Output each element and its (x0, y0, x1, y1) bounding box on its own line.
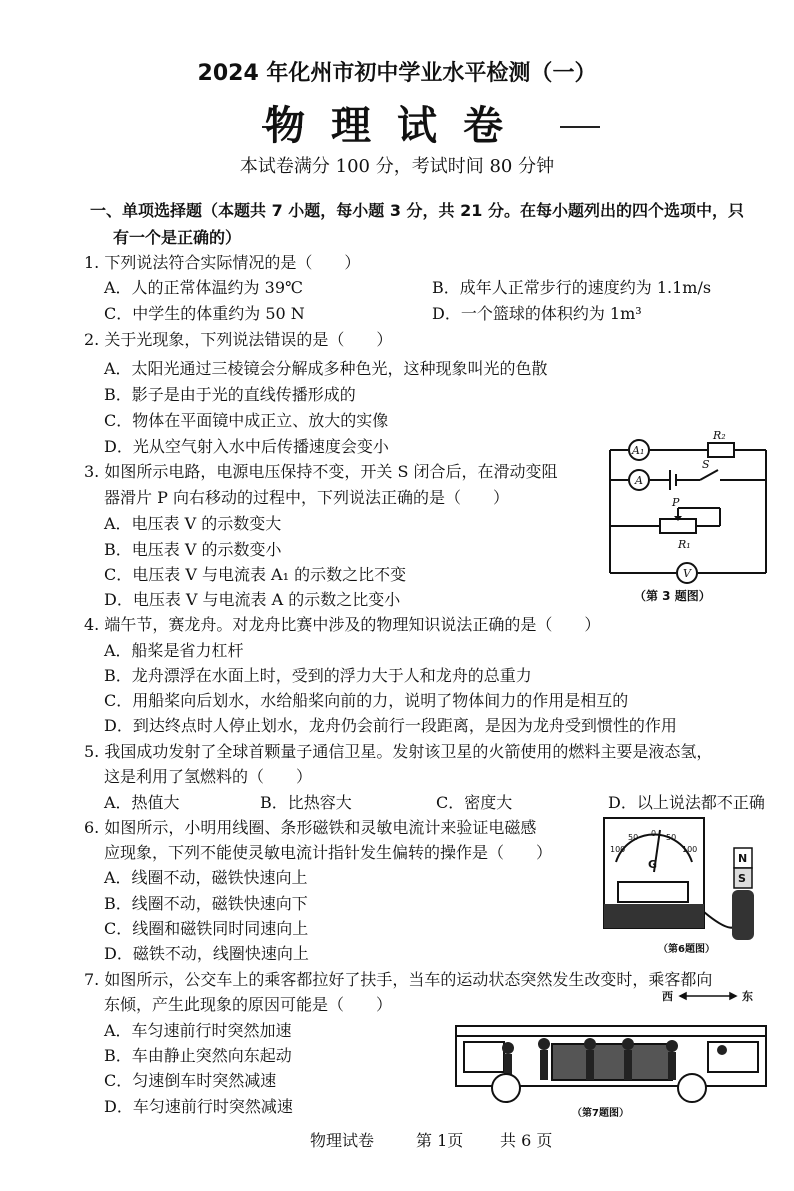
direction-west-label: 西 (662, 990, 673, 1003)
q2-option-c: C．物体在平面镜中成正立、放大的实像 (104, 411, 389, 430)
question-5-stem-line1: 5. 我国成功发射了全球首颗量子通信卫星。发射该卫星的火箭使用的燃料主要是液态氢， (84, 742, 713, 761)
ammeter-a-label: A (635, 474, 643, 487)
switch-label: S (702, 458, 710, 471)
q7-bus-figure (452, 988, 782, 1122)
slider-label: P (672, 496, 680, 509)
ammeter-a1-label: A₁ (632, 444, 645, 457)
q6-figure-caption: （第6题图） (658, 944, 715, 955)
galvanometer-scale-4: 100 (682, 845, 698, 854)
q4-option-b: B．龙舟漂浮在水面上时，受到的浮力大于人和龙舟的总重力 (104, 666, 532, 685)
q1-option-a: A．人的正常体温约为 39℃ (104, 278, 303, 297)
footer-page: 第 1页 (416, 1131, 464, 1150)
galvanometer-scale-2: 0 (651, 829, 657, 838)
q2-option-b: B．影子是由于光的直线传播形成的 (104, 385, 356, 404)
question-6-stem-line2: 应现象，下列不能使灵敏电流计指针发生偏转的操作是（ ） (104, 843, 553, 862)
q7-figure-caption: （第7题图） (572, 1108, 629, 1119)
galvanometer-scale-1: 50 (628, 833, 639, 842)
resistor-r1-label: R₁ (678, 538, 691, 551)
galvanometer-label: G (648, 858, 658, 871)
magnet-south-label: S (738, 872, 746, 885)
q3-option-d: D．电压表 V 与电流表 A 的示数之比变小 (104, 590, 401, 609)
q6-option-a: A．线圈不动，磁铁快速向上 (104, 868, 308, 887)
q2-option-a: A．太阳光通过三棱镜会分解成多种色光，这种现象叫光的色散 (104, 359, 548, 378)
q3-circuit-figure (600, 428, 780, 608)
q4-option-c: C．用船桨向后划水，水给船桨向前的力，说明了物体间力的作用是相互的 (104, 691, 629, 710)
exam-title: 2024 年化州市初中学业水平检测（一） (197, 61, 597, 86)
question-6-stem-line1: 6. 如图所示，小明用线圈、条形磁铁和灵敏电流计来验证电磁感 (84, 818, 537, 837)
q6-option-c: C．线圈和磁铁同时同速向上 (104, 919, 309, 938)
q1-option-b: B．成年人正常步行的速度约为 1.1m/s (432, 278, 712, 297)
q1-option-d: D．一个篮球的体积约为 1m³ (432, 304, 642, 323)
q7-option-a: A．车匀速前行时突然加速 (104, 1021, 292, 1040)
q4-option-a: A．船桨是省力杠杆 (104, 641, 244, 660)
q2-option-d: D．光从空气射入水中后传播速度会变小 (104, 437, 389, 456)
question-2-stem: 2. 关于光现象，下列说法错误的是（ ） (84, 330, 393, 349)
resistor-r2-label: R₂ (713, 429, 726, 442)
footer-total: 共 6 页 (500, 1131, 553, 1150)
q5-option-c: C．密度大 (436, 793, 513, 812)
question-1-stem: 1. 下列说法符合实际情况的是（ ） (84, 253, 361, 272)
q1-option-c: C．中学生的体重约为 50 N (104, 304, 305, 323)
section-heading-line1: 一、单项选择题（本题共 7 小题，每小题 3 分，共 21 分。在每小题列出的四个选项中，只 (90, 201, 744, 220)
q6-option-d: D．磁铁不动，线圈快速向上 (104, 944, 309, 963)
q3-option-a: A．电压表 V 的示数变大 (104, 514, 282, 533)
question-5-stem-line2: 这是利用了氢燃料的（ ） (104, 767, 313, 786)
question-7-stem-line1: 7. 如图所示，公交车上的乘客都拉好了扶手，当车的运动状态突然发生改变时，乘客都向 (84, 970, 713, 989)
magnet-north-label: N (738, 852, 748, 865)
direction-east-label: 东 (742, 990, 753, 1003)
q5-option-d: D．以上说法都不正确 (608, 793, 765, 812)
question-4-stem: 4. 端午节，赛龙舟。对龙舟比赛中涉及的物理知识说法正确的是（ ） (84, 615, 601, 634)
exam-note: 本试卷满分 100 分，考试时间 80 分钟 (239, 156, 555, 177)
q7-option-b: B．车由静止突然向东起动 (104, 1046, 292, 1065)
question-3-stem-line1: 3. 如图所示电路，电源电压保持不变，开关 S 闭合后，在滑动变阻 (84, 462, 558, 481)
q4-option-d: D．到达终点时人停止划水，龙舟仍会前行一段距离，是因为龙舟受到惯性的作用 (104, 716, 677, 735)
galvanometer-scale-3: 50 (666, 833, 677, 842)
q5-option-a: A．热值大 (104, 793, 180, 812)
subject-title: 物理试卷 (265, 103, 529, 149)
q3-option-c: C．电压表 V 与电流表 A₁ 的示数之比不变 (104, 565, 407, 584)
footer-subject: 物理试卷 (310, 1131, 375, 1150)
voltmeter-label: V (683, 567, 691, 580)
galvanometer-scale-0: 100 (610, 845, 626, 854)
q6-galvanometer-figure (598, 812, 778, 960)
section-heading-line2: 有一个是正确的） (113, 228, 242, 247)
q7-option-c: C．匀速倒车时突然减速 (104, 1071, 277, 1090)
q3-figure-caption: （第 3 题图） (634, 589, 711, 603)
question-3-stem-line2: 器滑片 P 向右移动的过程中，下列说法正确的是（ ） (104, 488, 509, 507)
q5-option-b: B．比热容大 (260, 793, 352, 812)
q7-option-d: D．车匀速前行时突然减速 (104, 1097, 293, 1116)
question-7-stem-line2: 东倾，产生此现象的原因可能是（ ） (104, 995, 393, 1014)
q6-option-b: B．线圈不动，磁铁快速向下 (104, 894, 308, 913)
q3-option-b: B．电压表 V 的示数变小 (104, 540, 282, 559)
